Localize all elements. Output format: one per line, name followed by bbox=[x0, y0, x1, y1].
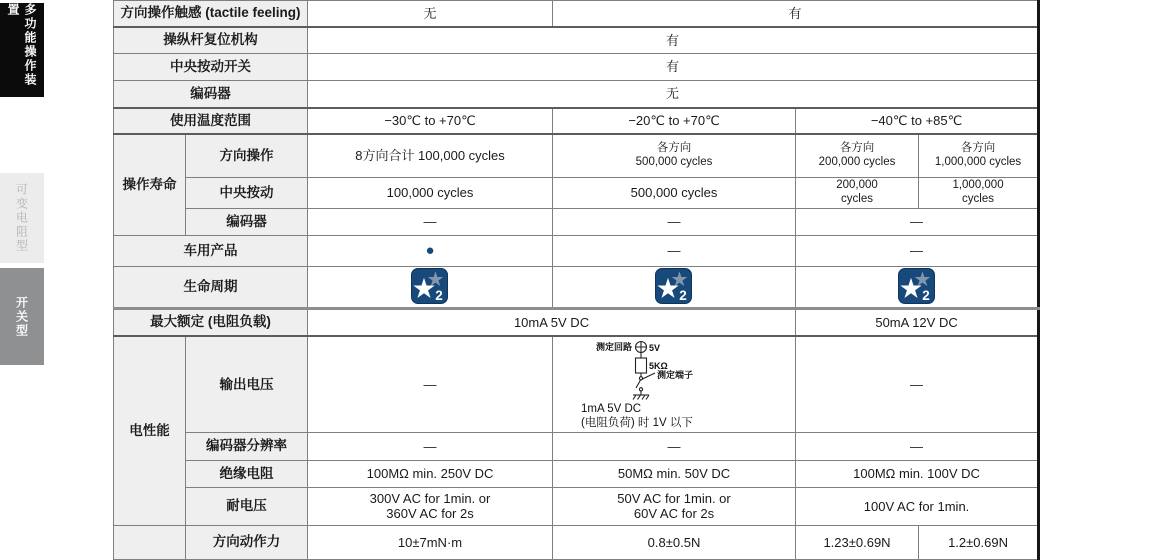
row-label: 编码器分辨率 bbox=[186, 432, 308, 460]
cell-wv-a bbox=[308, 487, 553, 525]
row-label: 编码器 bbox=[114, 81, 308, 108]
cell-res-b: — bbox=[553, 432, 796, 460]
row-withstand-voltage bbox=[114, 487, 1039, 525]
cell-lifecycle-a bbox=[308, 266, 553, 308]
lifecycle-star-badge-icon bbox=[655, 268, 693, 305]
row-output-voltage bbox=[114, 336, 1039, 432]
cell-wv-b bbox=[553, 487, 796, 525]
cell-life-enc-b: — bbox=[553, 208, 796, 235]
row-insulation-resistance bbox=[114, 460, 1039, 487]
row-temperature-range bbox=[114, 108, 1039, 134]
sidebar-tab-switch-type[interactable]: 开关型 bbox=[0, 268, 44, 365]
cell-car-a bbox=[308, 235, 553, 266]
circuit-schematic-icon bbox=[579, 338, 769, 402]
row-label: 中央按动开关 bbox=[114, 54, 308, 81]
cell-life-push-b: 500,000 cycles bbox=[553, 178, 796, 209]
row-label: 方向操作 bbox=[186, 134, 308, 178]
line: 各方向 bbox=[839, 141, 875, 154]
row-automotive-product bbox=[114, 235, 1039, 266]
cell-life-dir-a: 8方向合计 100,000 cycles bbox=[308, 134, 553, 178]
cell-lever-reset: 有 bbox=[308, 27, 1039, 54]
cell-center-push: 有 bbox=[308, 54, 1039, 81]
line: cycles bbox=[841, 192, 873, 205]
line: 50V AC for 1min. or bbox=[617, 491, 731, 507]
cell-force-c2: 1.2±0.69N bbox=[919, 525, 1039, 559]
row-encoder bbox=[114, 81, 1039, 108]
row-encoder-resolution bbox=[114, 432, 1039, 460]
group-label-operating-characteristics bbox=[114, 525, 186, 559]
cell-life-dir-c2 bbox=[919, 134, 1039, 178]
line: 60V AC for 2s bbox=[633, 506, 715, 522]
lifecycle-star-badge-icon bbox=[411, 268, 449, 305]
row-label: 中央按动 bbox=[186, 178, 308, 209]
line: 300V AC for 1min. or bbox=[369, 491, 491, 507]
row-label: 操纵杆复位机构 bbox=[114, 27, 308, 54]
row-direction-operating-force bbox=[114, 525, 1039, 559]
row-label: 输出电压 bbox=[186, 336, 308, 432]
cell-res-c: — bbox=[796, 432, 1039, 460]
sidebar-tab-multifunction-device[interactable]: 多功能操作装置 bbox=[0, 3, 44, 97]
cell-vout-a: — bbox=[308, 336, 553, 432]
row-label: 方向动作力 bbox=[186, 525, 308, 559]
row-label: 绝缘电阻 bbox=[186, 460, 308, 487]
cell-ins-c: 100MΩ min. 100V DC bbox=[796, 460, 1039, 487]
circuit-note-line2: (电阻负荷) 时 1V 以下 bbox=[581, 417, 693, 430]
cell-life-dir-c1 bbox=[796, 134, 919, 178]
row-tactile-feeling bbox=[114, 1, 1039, 27]
cell-life-enc-c: — bbox=[796, 208, 1039, 235]
line: 360V AC for 2s bbox=[386, 506, 474, 522]
row-label: 车用产品 bbox=[114, 235, 308, 266]
line: 500,000 cycles bbox=[635, 155, 713, 168]
row-center-push-switch bbox=[114, 54, 1039, 81]
cell-life-push-a: 100,000 cycles bbox=[308, 178, 553, 209]
circuit-note-line1: 1mA 5V DC bbox=[581, 403, 642, 416]
circuit-label-voltage: 5V bbox=[649, 343, 661, 354]
measurement-circuit-diagram bbox=[579, 338, 769, 431]
cell-lifecycle-c bbox=[796, 266, 1039, 308]
circuit-label-resistor: 5KΩ bbox=[649, 361, 668, 372]
automotive-dot-icon: ● bbox=[425, 241, 435, 259]
cell-car-b: — bbox=[553, 235, 796, 266]
cell-temp-a: −30℃ to +70℃ bbox=[308, 108, 553, 134]
cell-life-enc-a: — bbox=[308, 208, 553, 235]
cell-wv-c: 100V AC for 1min. bbox=[796, 487, 1039, 525]
spec-table bbox=[113, 0, 1040, 560]
cell-encoder: 无 bbox=[308, 81, 1039, 108]
line: 1,000,000 cycles bbox=[934, 155, 1022, 168]
cell-rating-ab: 10mA 5V DC bbox=[308, 308, 796, 336]
row-label: 最大额定 (电阻负载) bbox=[114, 308, 308, 336]
circuit-label-loop: 测定回路 bbox=[596, 342, 633, 353]
line: 各方向 bbox=[656, 141, 692, 154]
sidebar-tab-variable-resistor-type[interactable]: 可变电阻型 bbox=[0, 173, 44, 263]
cell-rating-c: 50mA 12V DC bbox=[796, 308, 1039, 336]
cell-vout-c: — bbox=[796, 336, 1039, 432]
cell-tactile-a: 无 bbox=[308, 1, 553, 27]
cell-life-dir-b bbox=[553, 134, 796, 178]
row-lifecycle bbox=[114, 266, 1039, 308]
cell-vout-b bbox=[553, 336, 796, 432]
cell-force-c1: 1.23±0.69N bbox=[796, 525, 919, 559]
cell-lifecycle-b bbox=[553, 266, 796, 308]
row-max-rating bbox=[114, 308, 1039, 336]
cell-ins-b: 50MΩ min. 50V DC bbox=[553, 460, 796, 487]
cell-life-push-c2 bbox=[919, 178, 1039, 209]
row-label: 生命周期 bbox=[114, 266, 308, 308]
cell-force-a: 10±7mN·m bbox=[308, 525, 553, 559]
circuit-label-terminal: 测定端子 bbox=[657, 370, 694, 381]
row-label: 编码器 bbox=[186, 208, 308, 235]
cell-car-c: — bbox=[796, 235, 1039, 266]
lifecycle-star-badge-icon bbox=[898, 268, 936, 305]
group-label-operating-life: 操作寿命 bbox=[114, 134, 186, 236]
line: 各方向 bbox=[960, 141, 996, 154]
cell-ins-a: 100MΩ min. 250V DC bbox=[308, 460, 553, 487]
group-label-electrical-performance: 电性能 bbox=[114, 336, 186, 525]
line: 200,000 bbox=[836, 179, 878, 191]
row-life-encoder bbox=[114, 208, 1039, 235]
line: 200,000 cycles bbox=[818, 155, 896, 168]
row-life-direction bbox=[114, 134, 1039, 178]
row-label: 使用温度范围 bbox=[114, 108, 308, 134]
row-label: 方向操作触感 (tactile feeling) bbox=[114, 1, 308, 27]
row-lever-reset bbox=[114, 27, 1039, 54]
row-label: 耐电压 bbox=[186, 487, 308, 525]
row-life-center-push bbox=[114, 178, 1039, 209]
cell-res-a: — bbox=[308, 432, 553, 460]
line: 1,000,000 bbox=[952, 179, 1004, 191]
cell-life-push-c1 bbox=[796, 178, 919, 209]
cell-temp-b: −20℃ to +70℃ bbox=[553, 108, 796, 134]
line: cycles bbox=[962, 192, 994, 205]
cell-tactile-bc: 有 bbox=[553, 1, 1039, 27]
cell-temp-c: −40℃ to +85℃ bbox=[796, 108, 1039, 134]
cell-force-b: 0.8±0.5N bbox=[553, 525, 796, 559]
